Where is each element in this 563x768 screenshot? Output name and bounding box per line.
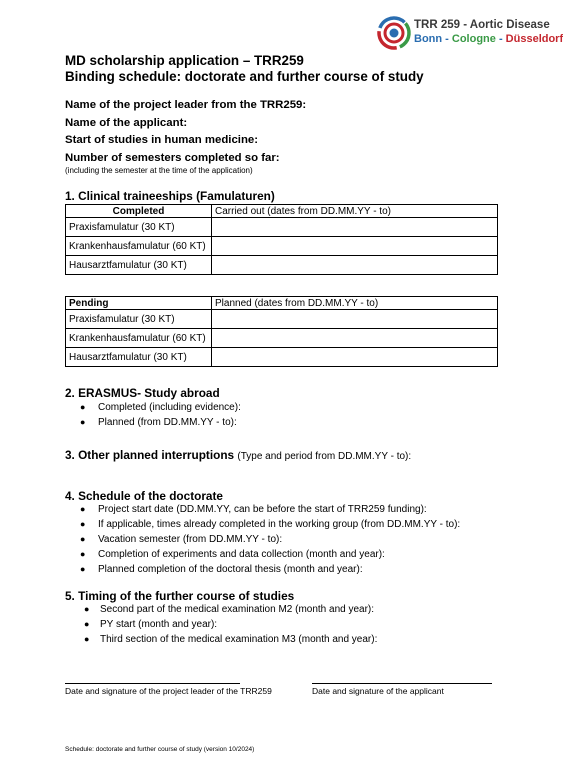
table-header-pending: Pending xyxy=(66,297,212,310)
logo-cities xyxy=(414,33,563,45)
field-applicant: Name of the applicant: xyxy=(65,117,188,129)
list-item-text: Second part of the medical examination M2 (month and year): xyxy=(100,604,375,615)
list-item xyxy=(84,632,377,647)
list-item xyxy=(80,547,460,562)
bullet-icon: ● xyxy=(80,549,86,559)
field-project-leader: Name of the project leader from the TRR259: xyxy=(65,99,307,111)
list-item xyxy=(80,502,460,517)
list-item xyxy=(80,415,241,430)
logo-city-cologne: Cologne xyxy=(451,33,496,45)
table-header-carried-out: Carried out (dates from DD.MM.YY - to) xyxy=(212,205,498,218)
field-start-studies: Start of studies in human medicine: xyxy=(65,134,259,146)
bullet-icon: ● xyxy=(84,619,90,629)
list-item-text: Completion of experiments and data collection (month and year): xyxy=(98,549,385,560)
table-header-row xyxy=(66,297,498,310)
logo-title: TRR 259 - Aortic Disease xyxy=(414,19,550,31)
table-row xyxy=(66,348,498,367)
list-item-text: Project start date (DD.MM.YY, can be before the start of TRR259 funding): xyxy=(98,504,427,515)
document-title: MD scholarship application – TRR259 xyxy=(65,53,304,68)
field-semesters-note: (including the semester at the time of the application) xyxy=(65,166,253,175)
logo-city-duesseldorf: Düsseldorf xyxy=(505,33,563,45)
document-subtitle: Binding schedule: doctorate and further course of study xyxy=(65,69,424,84)
table-header-planned: Planned (dates from DD.MM.YY - to) xyxy=(212,297,498,310)
signature-line-applicant[interactable] xyxy=(312,683,492,684)
list-item-text: PY start (month and year): xyxy=(100,619,218,630)
pending-traineeships-table xyxy=(65,296,498,367)
table-cell-dates[interactable] xyxy=(212,310,498,329)
section3-title: 3. Other planned interruptions xyxy=(65,448,235,462)
trr259-logo xyxy=(377,16,563,52)
list-item-text: Planned completion of the doctoral thesis (month and year): xyxy=(98,564,363,575)
section1-heading: 1. Clinical traineeships (Famulaturen) xyxy=(65,189,275,203)
signature-line-project-leader[interactable] xyxy=(65,683,240,684)
table-cell-dates[interactable] xyxy=(212,218,498,237)
list-item xyxy=(80,562,460,577)
table-header-row xyxy=(66,205,498,218)
list-item-text: Vacation semester (from DD.MM.YY - to): xyxy=(98,534,283,545)
signature-label-project-leader: Date and signature of the project leader of the TRR259 xyxy=(65,686,272,696)
list-item xyxy=(84,602,377,617)
logo-separator: - xyxy=(442,33,452,45)
section4-heading: 4. Schedule of the doctorate xyxy=(65,489,223,503)
list-item-text: Planned (from DD.MM.YY - to): xyxy=(98,417,237,428)
list-item xyxy=(80,517,460,532)
doctorate-schedule-list xyxy=(80,502,460,577)
table-cell-dates[interactable] xyxy=(212,329,498,348)
bullet-icon: ● xyxy=(84,634,90,644)
bullet-icon: ● xyxy=(84,604,90,614)
table-row xyxy=(66,310,498,329)
table-header-completed: Completed xyxy=(66,205,212,218)
bullet-icon: ● xyxy=(80,417,86,427)
section2-heading: 2. ERASMUS- Study abroad xyxy=(65,386,220,400)
bullet-icon: ● xyxy=(80,534,86,544)
table-cell-traineeship: Krankenhausfamulatur (60 KT) xyxy=(66,329,212,348)
logo-separator: - xyxy=(495,33,506,45)
bullet-icon: ● xyxy=(80,519,86,529)
table-cell-traineeship: Hausarztfamulatur (30 KT) xyxy=(66,256,212,275)
bullet-icon: ● xyxy=(80,504,86,514)
section3-heading xyxy=(65,448,411,462)
table-row xyxy=(66,256,498,275)
trr259-logo-icon xyxy=(377,16,411,50)
table-row xyxy=(66,218,498,237)
table-cell-traineeship: Praxisfamulatur (30 KT) xyxy=(66,310,212,329)
table-cell-traineeship: Hausarztfamulatur (30 KT) xyxy=(66,348,212,367)
erasmus-list xyxy=(80,400,241,430)
section3-detail: (Type and period from DD.MM.YY - to): xyxy=(237,451,412,462)
field-semesters: Number of semesters completed so far: xyxy=(65,152,280,164)
list-item xyxy=(80,400,241,415)
table-cell-traineeship: Krankenhausfamulatur (60 KT) xyxy=(66,237,212,256)
table-cell-traineeship: Praxisfamulatur (30 KT) xyxy=(66,218,212,237)
logo-city-bonn: Bonn xyxy=(414,33,443,45)
completed-traineeships-table xyxy=(65,204,498,275)
table-row xyxy=(66,237,498,256)
list-item xyxy=(84,617,377,632)
list-item-text: Third section of the medical examination M3 (month and year): xyxy=(100,634,378,645)
table-cell-dates[interactable] xyxy=(212,237,498,256)
signature-label-applicant: Date and signature of the applicant xyxy=(312,686,444,696)
table-cell-dates[interactable] xyxy=(212,256,498,275)
list-item-text: If applicable, times already completed in the working group (from DD.MM.YY - to): xyxy=(98,519,461,530)
bullet-icon: ● xyxy=(80,402,86,412)
bullet-icon: ● xyxy=(80,564,86,574)
list-item-text: Completed (including evidence): xyxy=(98,402,241,413)
table-cell-dates[interactable] xyxy=(212,348,498,367)
further-studies-list xyxy=(84,602,377,647)
page-footer: Schedule: doctorate and further course of study (version 10/2024) xyxy=(65,746,255,753)
table-row xyxy=(66,329,498,348)
section5-heading: 5. Timing of the further course of studies xyxy=(65,589,295,603)
list-item xyxy=(80,532,460,547)
